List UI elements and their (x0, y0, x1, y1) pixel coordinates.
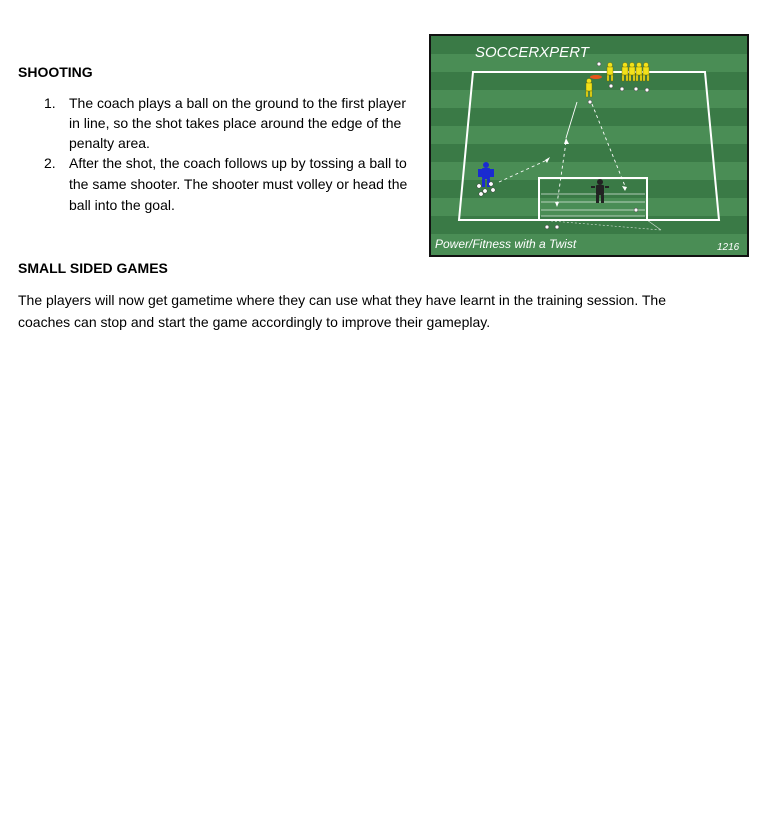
shooting-heading: SHOOTING (18, 64, 93, 80)
step-text: After the shot, the coach follows up by tossing a ball to the same shooter. The shooter must volley or head the ball into the goal. (69, 155, 408, 213)
small-sided-games-heading: SMALL SIDED GAMES (18, 260, 168, 276)
diagram-caption: Power/Fitness with a Twist (435, 237, 577, 251)
step-text: The coach plays a ball on the ground to the first player in line, so the shot takes place around the edge of the penalty area. (69, 95, 406, 151)
shooting-steps (18, 93, 418, 216)
step-item (18, 93, 418, 153)
drill-diagram (429, 34, 749, 257)
step-item (18, 153, 418, 216)
cone-icon (590, 75, 602, 79)
step-number: 1. (44, 95, 56, 111)
step-number: 2. (44, 155, 56, 171)
small-sided-games-text: The players will now get gametime where they can use what they have learnt in the training session. The coaches can stop and start the game accordingly to improve their gameplay. (18, 292, 666, 330)
diagram-code: 1216 (717, 242, 740, 253)
brand-logo: SOCCERXPERT (475, 44, 589, 61)
